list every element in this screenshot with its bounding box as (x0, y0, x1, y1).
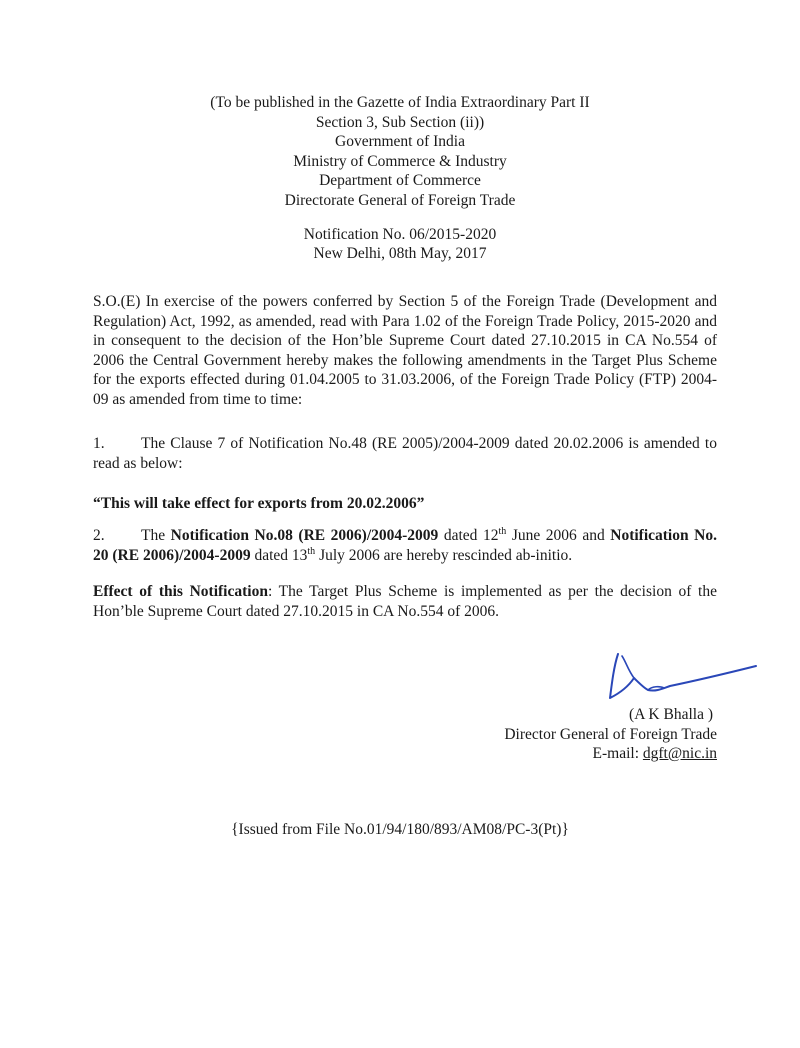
signatory-designation: Director General of Foreign Trade (504, 725, 717, 743)
amendment-item-2 (93, 526, 717, 565)
header-line-directorate: Directorate General of Foreign Trade (284, 191, 516, 209)
header-line-government: Government of India (335, 133, 465, 150)
header-line-section: Section 3, Sub Section (ii)) (315, 113, 485, 131)
signatory-email-line (504, 744, 717, 764)
amended-clause-quote: “This will take effect for exports from 20.02.2006” (93, 495, 425, 512)
effect-label: Effect of this Notification (93, 583, 268, 600)
signatory-name: (A K Bhalla ) (629, 706, 713, 723)
item-1-text: The Clause 7 of Notification No.48 (RE 2005)/2004-2009 dated 20.02.2006 is amended to read as below: (93, 435, 717, 472)
item-2-mid3: dated 13 (250, 546, 308, 564)
item-2-end: July 2006 are hereby rescinded ab-initio. (315, 546, 573, 564)
issued-from-file: {Issued from File No.01/94/180/893/AM08/PC-3(Pt)} (231, 821, 569, 838)
header-line-department: Department of Commerce (319, 172, 481, 189)
item-2-sup2: th (307, 545, 316, 557)
item-1-number: 1. (93, 435, 105, 452)
item-2-pre: The (141, 527, 171, 544)
item-2-mid1: dated 12 (438, 527, 499, 544)
notification-heading (0, 226, 800, 263)
item-2-notification-08: Notification No.08 (RE 2006)/2004-2009 (170, 527, 439, 544)
notification-number: Notification No. 06/2015-2020 (303, 226, 497, 243)
gazette-header (0, 93, 800, 210)
header-line-ministry: Ministry of Commerce & Industry (293, 152, 507, 170)
header-line-gazette: (To be published in the Gazette of India Extraordinary Part II (210, 94, 590, 111)
item-2-notification-20: Notification No. 20 (RE 2006)/2004-2009 (93, 527, 717, 564)
email-label: E-mail: (592, 745, 643, 762)
amendment-item-1 (93, 434, 717, 473)
notification-place-date: New Delhi, 08th May, 2017 (313, 244, 487, 262)
item-2-mid2: June 2006 and (506, 527, 611, 544)
item-2-number: 2. (93, 527, 105, 544)
signature-mark (604, 648, 764, 708)
effect-paragraph (93, 582, 717, 621)
email-link[interactable]: dgft@nic.in (642, 745, 717, 762)
preamble-paragraph: S.O.(E) In exercise of the powers conferred by Section 5 of the Foreign Trade (Development and Regulation) Act, 1992, as amended, read with Para 1.02 of the Foreign Trade Policy, 2015-2020 and in consequent to the decision of the Hon’ble Supreme Court dated 27.10.2015 in CA No.554 of 2006 the Central Government hereby makes the following amendments in the Target Plus Scheme for the exports effected during 01.04.2005 to 31.03.2006, of the Foreign Trade Policy (FTP) 2004-09 as amended from time to time: (93, 293, 717, 408)
signature-block (504, 705, 717, 764)
item-2-sup1: th (498, 525, 507, 537)
effect-text: : The Target Plus Scheme is implemented as per the decision of the Hon’ble Supreme Court dated 27.10.2015 in CA No.554 of 2006. (93, 583, 717, 620)
